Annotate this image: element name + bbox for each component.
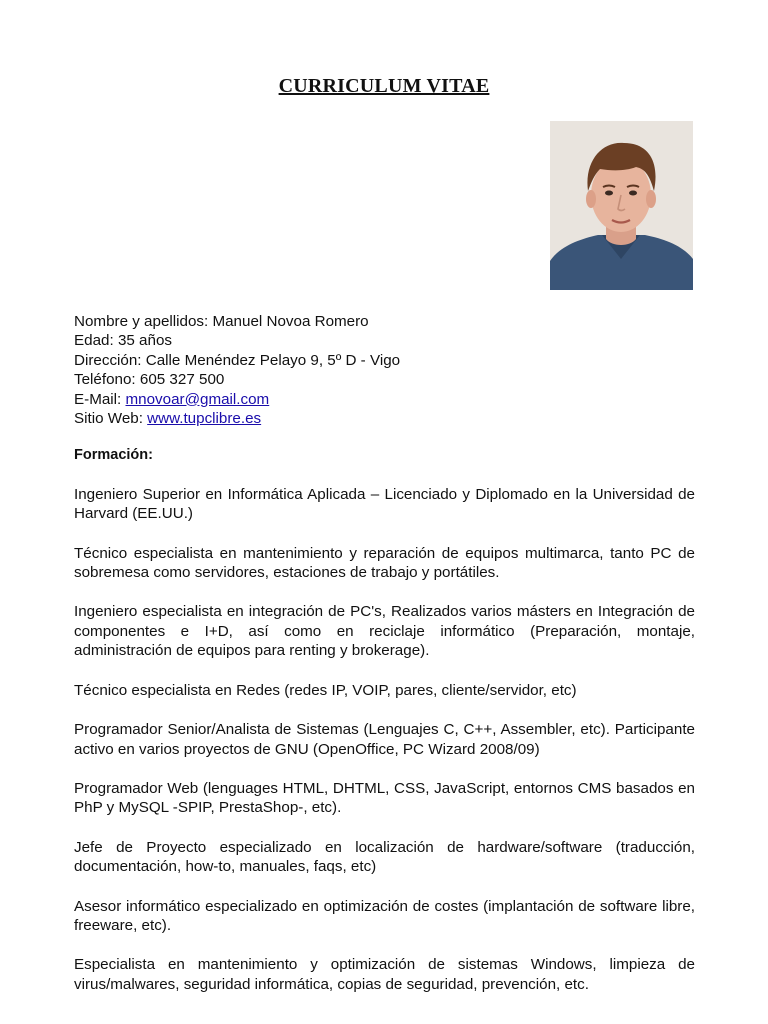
name-label: Nombre y apellidos: xyxy=(74,313,209,330)
cv-content xyxy=(74,312,695,1014)
phone-value: 605 327 500 xyxy=(139,371,225,389)
education-entry: Técnico especialista en Redes (redes IP, VOIP, pares, cliente/servidor, etc) xyxy=(74,681,577,699)
phone-line xyxy=(74,370,695,389)
age-value: 35 años xyxy=(117,332,172,350)
name-value: Manuel Novoa Romero xyxy=(212,313,369,330)
page-title: CURRICULUM VITAE xyxy=(278,75,490,97)
address-line xyxy=(74,351,695,370)
profile-photo-image xyxy=(550,121,693,290)
education-entry: Ingeniero especialista en integración de PC's, Realizados varios másters en Integración de componentes e I+D, así como en reciclaje informático (Preparación, montaje, administración de equipos para renting y brokerage). xyxy=(74,603,695,660)
education-entry: Técnico especialista en mantenimiento y reparación de equipos multimarca, tanto PC de sobremesa como servidores, estaciones de trabajo y portátiles. xyxy=(74,544,695,582)
education-entry: Jefe de Proyecto especializado en localización de hardware/software (traducción, documentación, how-to, manuales, faqs, etc) xyxy=(74,838,695,876)
email-link[interactable]: mnovoar@gmail.com xyxy=(125,390,270,408)
profile-photo xyxy=(550,121,693,290)
email-label: E-Mail: xyxy=(74,390,122,408)
website-line xyxy=(74,409,695,428)
age-label: Edad: xyxy=(74,332,114,350)
phone-label: Teléfono: xyxy=(74,371,136,389)
education-entry: Asesor informático especializado en optimización de costes (implantación de software libre, freeware, etc). xyxy=(74,897,695,934)
education-entry: Programador Senior/Analista de Sistemas (Lenguajes C, C++, Assembler, etc). Participante activo en varios proyectos de GNU (OpenOffice, PC Wizard 2008/09) xyxy=(74,721,695,758)
website-link[interactable]: www.tupclibre.es xyxy=(147,410,262,428)
education-entry: Programador Web (lenguages HTML, DHTML, CSS, JavaScript, entornos CMS basados en PhP y MySQL -SPIP, PrestaShop-, etc). xyxy=(74,779,695,817)
name-line xyxy=(74,312,695,331)
website-label: Sitio Web: xyxy=(74,410,143,428)
address-value: Calle Menéndez Pelayo 9, 5º D - Vigo xyxy=(145,351,401,369)
email-line xyxy=(74,390,695,409)
education-heading: Formación: xyxy=(74,447,153,464)
education-entry: Especialista en mantenimiento y optimización de sistemas Windows, limpieza de virus/malwares, seguridad informática, copias de seguridad, prevención, etc. xyxy=(74,956,695,993)
address-label: Dirección: xyxy=(74,351,142,369)
education-entry: Ingeniero Superior en Informática Aplicada – Licenciado y Diplomado en la Universidad de Harvard (EE.UU.) xyxy=(74,485,695,523)
age-line xyxy=(74,331,695,350)
